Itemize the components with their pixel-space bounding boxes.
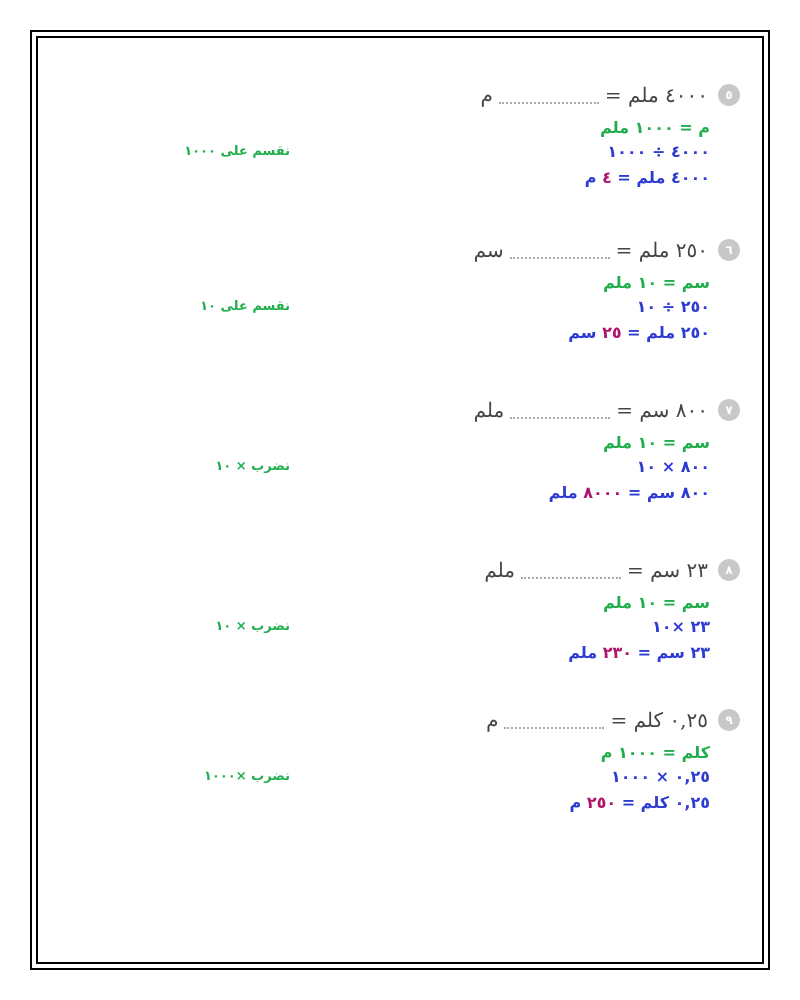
result-unit: م <box>569 793 582 812</box>
conversion-fact: م = ١٠٠٠ ملم <box>600 118 710 137</box>
operation: ٤٠٠٠ ÷ ١٠٠٠ <box>607 142 710 161</box>
answer-unit: سم <box>473 238 504 262</box>
result-unit: سم <box>568 323 597 342</box>
answer-unit: م <box>480 83 493 107</box>
problem-8 <box>60 555 740 705</box>
answer-blank[interactable] <box>510 401 610 419</box>
answer-blank[interactable] <box>499 86 599 104</box>
question-line <box>380 555 740 585</box>
problem-9 <box>60 705 740 855</box>
result-unit: ملم <box>568 643 598 662</box>
problem-number-badge: ٩ <box>718 709 740 731</box>
method-note: نضرب ×١٠٠٠ <box>203 769 290 784</box>
conversion-fact: سم = ١٠ ملم <box>603 593 710 612</box>
answer-blank[interactable] <box>504 711 604 729</box>
result-value: ٤ <box>602 168 612 187</box>
result-value: ٢٣٠ <box>602 643 633 662</box>
result-left: ٠,٢٥ كلم = <box>621 793 710 812</box>
problem-number-badge: ٧ <box>718 399 740 421</box>
method-note: نضرب × ١٠ <box>215 619 290 634</box>
question-text: ٢٥٠ ملم = <box>615 238 708 262</box>
question-text: ٨٠٠ سم = <box>616 398 708 422</box>
problem-number-badge: ٦ <box>718 239 740 261</box>
answer-blank[interactable] <box>521 561 621 579</box>
problem-number-badge: ٨ <box>718 559 740 581</box>
result-unit: م <box>584 168 597 187</box>
answer-unit: ملم <box>484 558 515 582</box>
result-left: ٢٥٠ ملم = <box>627 323 710 342</box>
problem-number-badge: ٥ <box>718 84 740 106</box>
question-line <box>380 705 740 735</box>
result-left: ٨٠٠ سم = <box>627 483 710 502</box>
question-line <box>380 80 740 110</box>
operation: ٠,٢٥ × ١٠٠٠ <box>611 767 710 786</box>
problem-6 <box>60 235 740 385</box>
problem-5 <box>60 80 740 230</box>
result-line <box>568 323 710 342</box>
result-line <box>585 168 710 187</box>
result-value: ٢٥ <box>602 323 622 342</box>
result-left: ٢٣ سم = <box>637 643 710 662</box>
result-line <box>549 483 710 502</box>
result-value: ٨٠٠٠ <box>583 483 623 502</box>
result-value: ٢٥٠ <box>586 793 617 812</box>
result-left: ٤٠٠٠ ملم = <box>617 168 710 187</box>
answer-blank[interactable] <box>510 241 610 259</box>
operation: ٢٣ ×١٠ <box>651 617 710 636</box>
method-note: نقسم على ١٠ <box>200 299 290 314</box>
conversion-fact: كلم = ١٠٠٠ م <box>600 743 710 762</box>
result-line <box>570 793 711 812</box>
operation: ٨٠٠ × ١٠ <box>636 457 710 476</box>
problem-7 <box>60 395 740 545</box>
question-line <box>380 395 740 425</box>
answer-unit: م <box>486 708 499 732</box>
question-text: ٢٣ سم = <box>626 558 708 582</box>
result-unit: ملم <box>548 483 578 502</box>
question-text: ٠,٢٥ كلم = <box>610 708 708 732</box>
operation: ٢٥٠ ÷ ١٠ <box>636 297 710 316</box>
result-line <box>568 643 710 662</box>
conversion-fact: سم = ١٠ ملم <box>603 433 710 452</box>
conversion-fact: سم = ١٠ ملم <box>603 273 710 292</box>
method-note: نقسم على ١٠٠٠ <box>184 144 290 159</box>
question-line <box>380 235 740 265</box>
answer-unit: ملم <box>473 398 505 422</box>
question-text: ٤٠٠٠ ملم = <box>604 83 708 107</box>
method-note: نضرب × ١٠ <box>215 459 290 474</box>
